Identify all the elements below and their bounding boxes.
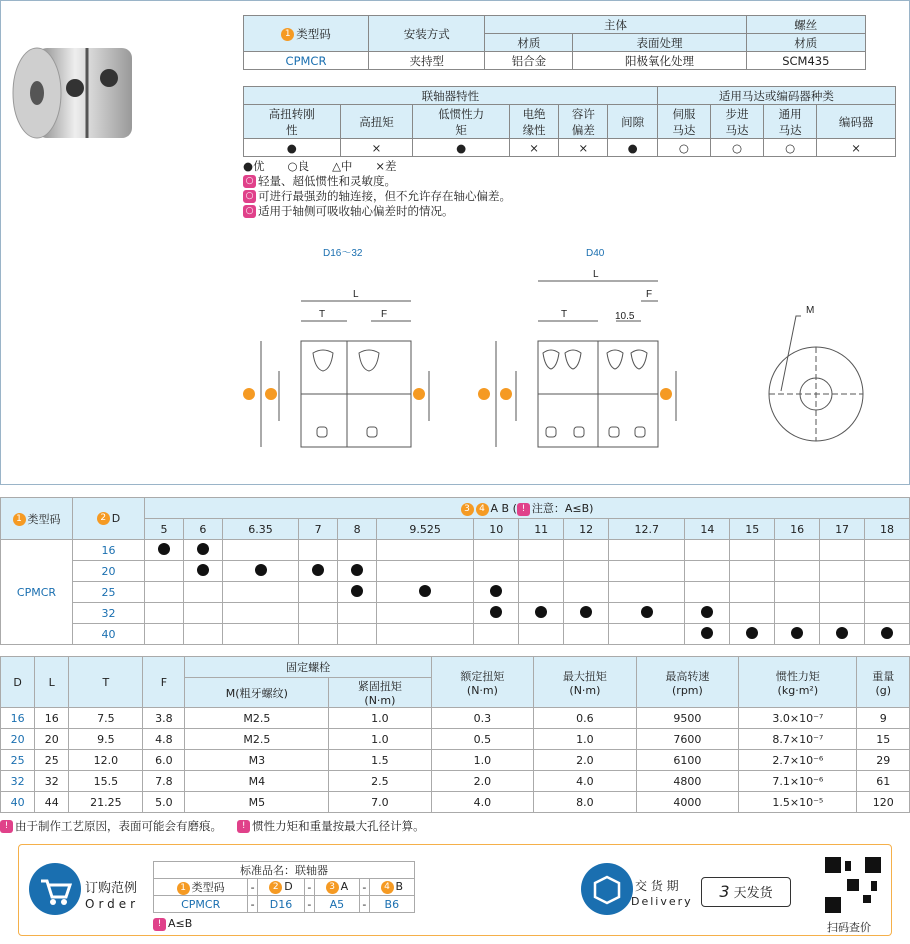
order-col-label: 类型码 bbox=[191, 881, 225, 894]
bore-cell bbox=[519, 582, 564, 603]
dimension-table bbox=[0, 656, 910, 813]
bore-cell bbox=[474, 540, 519, 561]
dim-header: 惯性力矩 (kg·m²) bbox=[739, 657, 857, 708]
dim-cell: 1.5×10⁻⁵ bbox=[739, 792, 857, 813]
bore-cell bbox=[564, 603, 609, 624]
bore-cell bbox=[820, 624, 865, 645]
bore-cell bbox=[183, 561, 222, 582]
feature-value: ● bbox=[244, 139, 341, 157]
feature-header: 编码器 bbox=[817, 105, 896, 139]
dim-cell: 0.6 bbox=[534, 708, 637, 729]
bore-cell bbox=[865, 561, 910, 582]
dim-cell: 2.5 bbox=[329, 771, 432, 792]
bore-cell bbox=[338, 624, 377, 645]
dim-cell: 29 bbox=[857, 750, 910, 771]
bore-cell bbox=[730, 582, 775, 603]
dim-cell: 2.0 bbox=[431, 771, 534, 792]
bore-cell bbox=[564, 540, 609, 561]
available-dot bbox=[351, 585, 363, 597]
bore-cell bbox=[474, 603, 519, 624]
available-dot bbox=[197, 564, 209, 576]
dim-cell: 40 bbox=[1, 792, 35, 813]
bore-cell bbox=[730, 561, 775, 582]
delivery-title: 交 货 期 bbox=[635, 879, 679, 893]
bore-cell bbox=[299, 624, 338, 645]
bore-cell bbox=[685, 582, 730, 603]
row-D: 25 bbox=[73, 582, 145, 603]
header-coupling-features: 联轴器特性 bbox=[244, 87, 658, 105]
bore-cell bbox=[222, 603, 298, 624]
dim-cell: 15.5 bbox=[69, 771, 143, 792]
bore-size-header: 6 bbox=[183, 519, 222, 540]
order-col-label: B bbox=[395, 880, 404, 894]
order-note: A≤B bbox=[168, 917, 193, 930]
dim-cell: 1.5 bbox=[329, 750, 432, 771]
bore-cell bbox=[519, 624, 564, 645]
header-surface: 表面处理 bbox=[573, 34, 746, 52]
available-dot bbox=[158, 543, 170, 555]
bore-cell bbox=[183, 582, 222, 603]
bore-cell bbox=[222, 582, 298, 603]
bore-cell bbox=[377, 561, 474, 582]
bore-cell bbox=[820, 582, 865, 603]
bore-cell bbox=[222, 540, 298, 561]
technical-drawings bbox=[241, 241, 901, 471]
bore-cell bbox=[338, 603, 377, 624]
bore-cell bbox=[820, 603, 865, 624]
bore-cell bbox=[865, 582, 910, 603]
table-row bbox=[1, 771, 910, 792]
bore-cell bbox=[775, 603, 820, 624]
available-dot bbox=[791, 627, 803, 639]
dim-L: L bbox=[353, 289, 359, 300]
dim-cell: 9 bbox=[857, 708, 910, 729]
dim-cell: 3.8 bbox=[143, 708, 185, 729]
header-type: 类型码 bbox=[296, 26, 331, 41]
dim-M: M bbox=[806, 305, 815, 316]
dim-cell: 5.0 bbox=[143, 792, 185, 813]
bore-size-header: 16 bbox=[775, 519, 820, 540]
bore-cell bbox=[377, 540, 474, 561]
available-dot bbox=[701, 627, 713, 639]
spec-table: 1 类型码 安装方式 主体 螺丝 材质 表面处理 材质 CPMCR 夹持型 铝合金 阳极氧化处理 SCM435 bbox=[243, 15, 866, 70]
bore-cell bbox=[145, 561, 184, 582]
dim-cell: 25 bbox=[1, 750, 35, 771]
bore-cell bbox=[519, 561, 564, 582]
bore-size-header: 6.35 bbox=[222, 519, 298, 540]
header-mount: 安装方式 bbox=[369, 16, 485, 52]
dim-cell: 0.5 bbox=[431, 729, 534, 750]
row-D: 20 bbox=[73, 561, 145, 582]
dim-cell: 4800 bbox=[636, 771, 739, 792]
note-2: 惯性力矩和重量按最大孔径计算。 bbox=[252, 819, 425, 833]
delivery-days: 3 bbox=[719, 882, 730, 901]
available-dot bbox=[535, 606, 547, 618]
dim-cell: 1.0 bbox=[329, 729, 432, 750]
scan-label: 扫码查价 bbox=[827, 921, 871, 934]
bore-cell bbox=[865, 624, 910, 645]
bore-cell bbox=[183, 603, 222, 624]
separator: - bbox=[305, 879, 315, 896]
dim-cell: 120 bbox=[857, 792, 910, 813]
bore-cell bbox=[299, 561, 338, 582]
bore-cell bbox=[820, 561, 865, 582]
table-row bbox=[1, 750, 910, 771]
bore-size-header: 15 bbox=[730, 519, 775, 540]
bore-cell bbox=[299, 603, 338, 624]
qr-code-icon[interactable] bbox=[823, 855, 883, 915]
bore-size-header: 10 bbox=[474, 519, 519, 540]
delivery-box bbox=[701, 877, 791, 907]
feature-header: 间隙 bbox=[608, 105, 657, 139]
bore-cell bbox=[222, 561, 298, 582]
dim-cell: 9500 bbox=[636, 708, 739, 729]
available-dot bbox=[419, 585, 431, 597]
feature-value: ○ bbox=[764, 139, 817, 157]
feature-value: × bbox=[509, 139, 558, 157]
available-dot bbox=[197, 543, 209, 555]
bore-cell bbox=[609, 582, 685, 603]
separator: - bbox=[360, 896, 370, 913]
feature-header: 伺服 马达 bbox=[657, 105, 710, 139]
header-screw-material: 材质 bbox=[746, 34, 865, 52]
table-row bbox=[1, 729, 910, 750]
bore-cell bbox=[865, 603, 910, 624]
drawing-title-left: D16～32 bbox=[323, 248, 363, 259]
bore-cell bbox=[299, 540, 338, 561]
dim-header: 固定螺栓 bbox=[185, 657, 431, 678]
row-D: 40 bbox=[73, 624, 145, 645]
feature-header: 步进 马达 bbox=[710, 105, 763, 139]
order-col-label: D bbox=[284, 880, 293, 894]
bore-cell bbox=[820, 540, 865, 561]
bore-cell bbox=[377, 624, 474, 645]
dim-cell: M3 bbox=[185, 750, 329, 771]
bore-cell bbox=[338, 540, 377, 561]
dim-cell: 2.0 bbox=[534, 750, 637, 771]
table-row bbox=[1, 708, 910, 729]
dim-cell: 4.8 bbox=[143, 729, 185, 750]
separator: - bbox=[305, 896, 315, 913]
dim-cell: M5 bbox=[185, 792, 329, 813]
bore-cell bbox=[338, 582, 377, 603]
bore-cell bbox=[519, 540, 564, 561]
bore-cell bbox=[775, 582, 820, 603]
bore-cell bbox=[145, 624, 184, 645]
table-row bbox=[1, 540, 910, 561]
available-dot bbox=[580, 606, 592, 618]
bore-cell bbox=[145, 603, 184, 624]
dim-cell: 1.0 bbox=[534, 729, 637, 750]
order-table bbox=[153, 861, 415, 913]
order-title: 订购范例 bbox=[85, 881, 138, 896]
delivery-label: 天发货 bbox=[733, 886, 773, 901]
available-dot bbox=[836, 627, 848, 639]
available-dot bbox=[490, 606, 502, 618]
feature-header: 通用 马达 bbox=[764, 105, 817, 139]
header-AB: A B ( bbox=[490, 502, 517, 515]
dim-cell: 9.5 bbox=[69, 729, 143, 750]
bore-cell bbox=[564, 582, 609, 603]
feature-header: 高扭矩 bbox=[340, 105, 413, 139]
header-type: 类型码 bbox=[27, 512, 61, 526]
dim-cell: 7.1×10⁻⁶ bbox=[739, 771, 857, 792]
dim-cell: 6.0 bbox=[143, 750, 185, 771]
dim-cell: M4 bbox=[185, 771, 329, 792]
dim-cell: 1.0 bbox=[431, 750, 534, 771]
bore-cell bbox=[775, 561, 820, 582]
screw-material-value: SCM435 bbox=[746, 52, 865, 70]
dim-T: T bbox=[319, 309, 326, 320]
order-value: B6 bbox=[369, 896, 414, 913]
bore-cell bbox=[609, 561, 685, 582]
dim-cell: 4.0 bbox=[431, 792, 534, 813]
bore-cell bbox=[730, 603, 775, 624]
dim-header: F bbox=[143, 657, 185, 708]
feature-header: 高扭转刚 性 bbox=[244, 105, 341, 139]
legend-symbols: ●优 ○良 △中 ×差 bbox=[243, 159, 397, 173]
notes: ! 由于制作工艺原因，表面可能会有磨痕。 ! 惯性力矩和重量按最大孔径计算。 bbox=[0, 818, 425, 834]
bore-cell bbox=[609, 603, 685, 624]
note-1: 由于制作工艺原因，表面可能会有磨痕。 bbox=[15, 819, 222, 833]
available-dot bbox=[490, 585, 502, 597]
available-dot bbox=[255, 564, 267, 576]
bore-cell bbox=[183, 624, 222, 645]
bore-size-header: 5 bbox=[145, 519, 184, 540]
bore-cell bbox=[609, 624, 685, 645]
feature-header: 电绝 缘性 bbox=[509, 105, 558, 139]
dim-cell: 0.3 bbox=[431, 708, 534, 729]
bore-cell bbox=[564, 561, 609, 582]
dim-F-40: F bbox=[646, 289, 653, 300]
dim-L-40: L bbox=[593, 269, 599, 280]
standard-name: 标准品名：联轴器 bbox=[154, 862, 415, 879]
dim-cell: 7600 bbox=[636, 729, 739, 750]
available-dot bbox=[351, 564, 363, 576]
bore-size-header: 12.7 bbox=[609, 519, 685, 540]
table-row bbox=[1, 561, 910, 582]
separator: - bbox=[248, 896, 258, 913]
dim-cell: 2.7×10⁻⁶ bbox=[739, 750, 857, 771]
dim-cell: 8.7×10⁻⁷ bbox=[739, 729, 857, 750]
dim-cell: M2.5 bbox=[185, 729, 329, 750]
bore-cell bbox=[183, 540, 222, 561]
header-D: D bbox=[111, 511, 121, 525]
bore-size-header: 18 bbox=[865, 519, 910, 540]
bore-cell bbox=[685, 561, 730, 582]
bore-cell bbox=[730, 624, 775, 645]
dim-cell: 16 bbox=[35, 708, 69, 729]
order-example: 订购范例 Order 标准品名：联轴器 1 类型码 - 2 D - 3 A - 4 B CPMCR - D16 - A5 - B6 ! A≤B 交 货 期 Delivery 3 天发货 扫码查价 bbox=[18, 844, 892, 936]
mount-value: 夹持型 bbox=[369, 52, 485, 70]
feature-icon: ○ bbox=[243, 190, 256, 203]
bore-cell bbox=[775, 624, 820, 645]
feature-value: ○ bbox=[657, 139, 710, 157]
delivery-title-en: Delivery bbox=[631, 895, 693, 908]
feature-icon: ○ bbox=[243, 205, 256, 218]
dim-subheader: M(粗牙螺纹) bbox=[185, 678, 329, 708]
dim-cell: 1.0 bbox=[329, 708, 432, 729]
feature-icon: ○ bbox=[243, 175, 256, 188]
dim-cell: 4000 bbox=[636, 792, 739, 813]
feature-value: × bbox=[817, 139, 896, 157]
bore-size-header: 12 bbox=[564, 519, 609, 540]
dim-cell: M2.5 bbox=[185, 708, 329, 729]
order-value: CPMCR bbox=[154, 896, 248, 913]
row-D: 32 bbox=[73, 603, 145, 624]
feature-header: 容许 偏差 bbox=[559, 105, 608, 139]
dim-cell: 6100 bbox=[636, 750, 739, 771]
bore-cell bbox=[222, 624, 298, 645]
legend-item: 可进行最强劲的轴连接，但不允许存在轴心偏差。 bbox=[258, 189, 511, 203]
dim-cell: 12.0 bbox=[69, 750, 143, 771]
dim-header: 重量 (g) bbox=[857, 657, 910, 708]
bore-size-header: 8 bbox=[338, 519, 377, 540]
feature-value: ○ bbox=[710, 139, 763, 157]
material-value: 铝合金 bbox=[485, 52, 573, 70]
dim-cell: 4.0 bbox=[534, 771, 637, 792]
order-col-header: 4 B bbox=[369, 879, 414, 896]
header-screw: 螺丝 bbox=[746, 16, 865, 34]
available-dot bbox=[701, 606, 713, 618]
legend-item: 轻量、超低惯性和灵敏度。 bbox=[258, 174, 396, 188]
feature-value: × bbox=[559, 139, 608, 157]
dim-cell: 20 bbox=[1, 729, 35, 750]
dim-header: 额定扭矩 (N·m) bbox=[431, 657, 534, 708]
cart-icon bbox=[27, 861, 83, 917]
bore-combination-table: 1 类型码 2 D 3 4 A B ( ! 注意：A≤B) 5 6 6.35 7 8 9.525 10 11 12 12.7 14 15 16 17 18 CPMCR 16 20 25 32 40 bbox=[0, 497, 910, 645]
bore-cell bbox=[338, 561, 377, 582]
dim-cell: 44 bbox=[35, 792, 69, 813]
bore-cell bbox=[865, 540, 910, 561]
separator: - bbox=[248, 879, 258, 896]
header-material: 材质 bbox=[485, 34, 573, 52]
dim-F: F bbox=[381, 309, 388, 320]
bore-size-header: 7 bbox=[299, 519, 338, 540]
table-row bbox=[1, 603, 910, 624]
bore-cell bbox=[145, 540, 184, 561]
dim-cell: 7.5 bbox=[69, 708, 143, 729]
header-motor-types: 适用马达或编码器种类 bbox=[657, 87, 895, 105]
bore-cell bbox=[474, 624, 519, 645]
dim-T-40: T bbox=[561, 309, 568, 320]
bore-cell bbox=[685, 603, 730, 624]
dim-cell: 7.8 bbox=[143, 771, 185, 792]
bore-cell bbox=[299, 582, 338, 603]
bore-cell bbox=[377, 582, 474, 603]
dim-header: D bbox=[1, 657, 35, 708]
dim-cell: 25 bbox=[35, 750, 69, 771]
bore-cell bbox=[685, 540, 730, 561]
bore-size-header: 9.525 bbox=[377, 519, 474, 540]
table-row bbox=[1, 792, 910, 813]
order-value: A5 bbox=[314, 896, 359, 913]
dim-cell: 7.0 bbox=[329, 792, 432, 813]
available-dot bbox=[312, 564, 324, 576]
header-AB-note: 注意：A≤B) bbox=[531, 502, 594, 515]
order-title-en: Order bbox=[85, 897, 140, 911]
bore-cell bbox=[474, 582, 519, 603]
bore-cell bbox=[609, 540, 685, 561]
table-row bbox=[1, 582, 910, 603]
dim-cell: 32 bbox=[35, 771, 69, 792]
feature-table bbox=[243, 86, 896, 157]
bore-cell bbox=[775, 540, 820, 561]
separator: - bbox=[360, 879, 370, 896]
order-col-header: 1 类型码 bbox=[154, 879, 248, 896]
dim-cell: 21.25 bbox=[69, 792, 143, 813]
row-D: 16 bbox=[73, 540, 145, 561]
header-body: 主体 bbox=[485, 16, 746, 34]
dim-cell: 16 bbox=[1, 708, 35, 729]
dim-cell: 8.0 bbox=[534, 792, 637, 813]
dim-header: 最高转速 (rpm) bbox=[636, 657, 739, 708]
dim-10-5: 10.5 bbox=[615, 311, 635, 322]
bore-cell bbox=[730, 540, 775, 561]
dim-subheader: 紧固扭矩 (N·m) bbox=[329, 678, 432, 708]
dim-header: T bbox=[69, 657, 143, 708]
dim-header: L bbox=[35, 657, 69, 708]
order-col-header: 3 A bbox=[314, 879, 359, 896]
dim-cell: 32 bbox=[1, 771, 35, 792]
order-col-label: A bbox=[340, 880, 349, 894]
bore-size-header: 14 bbox=[685, 519, 730, 540]
dim-cell: 20 bbox=[35, 729, 69, 750]
available-dot bbox=[746, 627, 758, 639]
bore-cell bbox=[377, 603, 474, 624]
order-col-header: 2 D bbox=[257, 879, 304, 896]
table-row bbox=[1, 624, 910, 645]
drawing-title-mid: D40 bbox=[586, 248, 605, 259]
feature-value: × bbox=[340, 139, 413, 157]
legend bbox=[243, 159, 511, 219]
feature-header: 低惯性力 矩 bbox=[413, 105, 510, 139]
type-code: CPMCR bbox=[244, 52, 369, 70]
dim-cell: 15 bbox=[857, 729, 910, 750]
bore-cell bbox=[564, 624, 609, 645]
bore-size-header: 11 bbox=[519, 519, 564, 540]
dim-cell: 3.0×10⁻⁷ bbox=[739, 708, 857, 729]
order-value: D16 bbox=[257, 896, 304, 913]
surface-value: 阳极氧化处理 bbox=[573, 52, 746, 70]
available-dot bbox=[641, 606, 653, 618]
box-icon bbox=[579, 861, 635, 917]
feature-value: ● bbox=[608, 139, 657, 157]
bore-cell bbox=[474, 561, 519, 582]
type-code: CPMCR bbox=[1, 540, 73, 645]
bore-cell bbox=[685, 624, 730, 645]
dim-cell: 61 bbox=[857, 771, 910, 792]
product-photo bbox=[7, 33, 137, 153]
legend-item: 适用于轴侧可吸收轴心偏差时的情况。 bbox=[258, 204, 454, 218]
bore-cell bbox=[145, 582, 184, 603]
available-dot bbox=[881, 627, 893, 639]
bore-cell bbox=[519, 603, 564, 624]
bore-size-header: 17 bbox=[820, 519, 865, 540]
feature-value: ● bbox=[413, 139, 510, 157]
dim-header: 最大扭矩 (N·m) bbox=[534, 657, 637, 708]
